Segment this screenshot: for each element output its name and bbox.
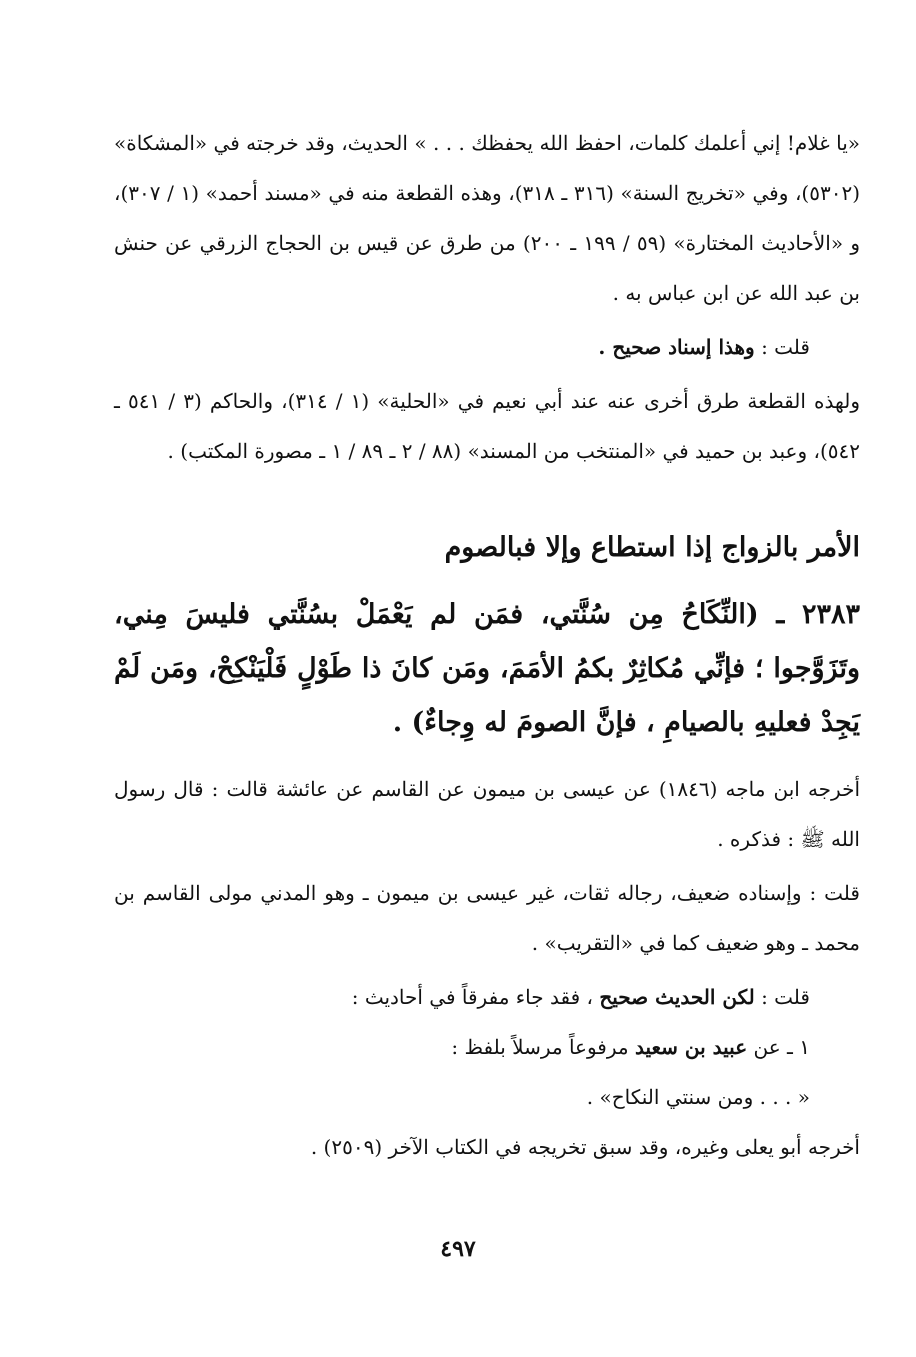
qult-verdict: وهذا إسناد صحيح . [598, 335, 755, 359]
item1-rest: مرفوعاً مرسلاً بلفظ : [451, 1035, 635, 1059]
qult-authentic-paragraph [114, 972, 860, 1022]
more-routes-paragraph: ولهذه القطعة طرق أخرى عنه عند أبي نعيم في «الحلية» (١ / ٣١٤)، والحاكم (٣ / ٥٤١ ـ ٥٤٢)، وعبد بن حميد في «المنتخب من المسند» (٨٨ / ٢ ـ ٨٩ / ١ ـ مصورة المكتب) . [114, 389, 861, 463]
item1-quote: « . . . ومن سنتي النكاح» . [586, 1085, 810, 1109]
qult2-bold: لكن الحديث صحيح [599, 985, 755, 1009]
section-heading: الأمر بالزواج إذا استطاع وإلا فبالصوم [444, 532, 860, 563]
closing-paragraph: أخرجه أبو يعلى وغيره، وقد سبق تخريجه في الكتاب الآخر (٢٥٠٩) . [310, 1135, 860, 1159]
list-item-1 [114, 1022, 860, 1072]
hadith-text: ٢٣٨٣ ـ (النِّكَاحُ مِن سُنَّتي، فمَن لم يَعْمَلْ بسُنَّتي فليسَ مِني، وتَزَوَّجوا ؛ فإنِّي مُكاثِرٌ بكمُ الأمَمَ، ومَن كانَ ذا طَوْلٍ فَلْيَنْكِحْ، ومَن لَمْ يَجِدْ فعليهِ بالصيامِ ، فإنَّ الصومَ له وِجاءٌ) . [114, 599, 860, 738]
intro-paragraph: «يا غلام! إني أعلمك كلمات، احفظ الله يحفظك . . . » الحديث، وقد خرجته في «المشكاة» (٥٣٠٢)، وفي «تخريج السنة» (٣١٦ ـ ٣١٨)، وهذه القطعة منه في «مسند أحمد» (١ / ٣٠٧)، و «الأحاديث المختارة» (٥٩ / ١٩٩ ـ ٢٠٠) من طرق عن قيس بن الحجاج الزرقي عن حنش بن عبد الله عن ابن عباس به . [114, 131, 861, 305]
book-page [114, 118, 860, 1172]
qult2-rest: ، فقد جاء مفرقاً في أحاديث : [351, 985, 600, 1009]
item1-narrator: عبيد بن سعيد [634, 1035, 748, 1059]
takhrij-paragraph: أخرجه ابن ماجه (١٨٤٦) عن عيسى بن ميمون عن القاسم عن عائشة قالت : قال رسول الله ﷺ : فذكره . [114, 777, 860, 851]
qult2-prefix: قلت : [754, 985, 810, 1009]
page-number: ٤٩٧ [440, 1236, 476, 1262]
qult-prefix: قلت : [754, 335, 810, 359]
item1-prefix: ١ ـ عن [747, 1035, 810, 1059]
weakness-paragraph: قلت : وإسناده ضعيف، رجاله ثقات، غير عيسى بن ميمون ـ وهو المدني مولى القاسم بن محمد ـ وهو ضعيف كما في «التقريب» . [114, 881, 860, 955]
qult-verdict-paragraph [114, 322, 860, 372]
